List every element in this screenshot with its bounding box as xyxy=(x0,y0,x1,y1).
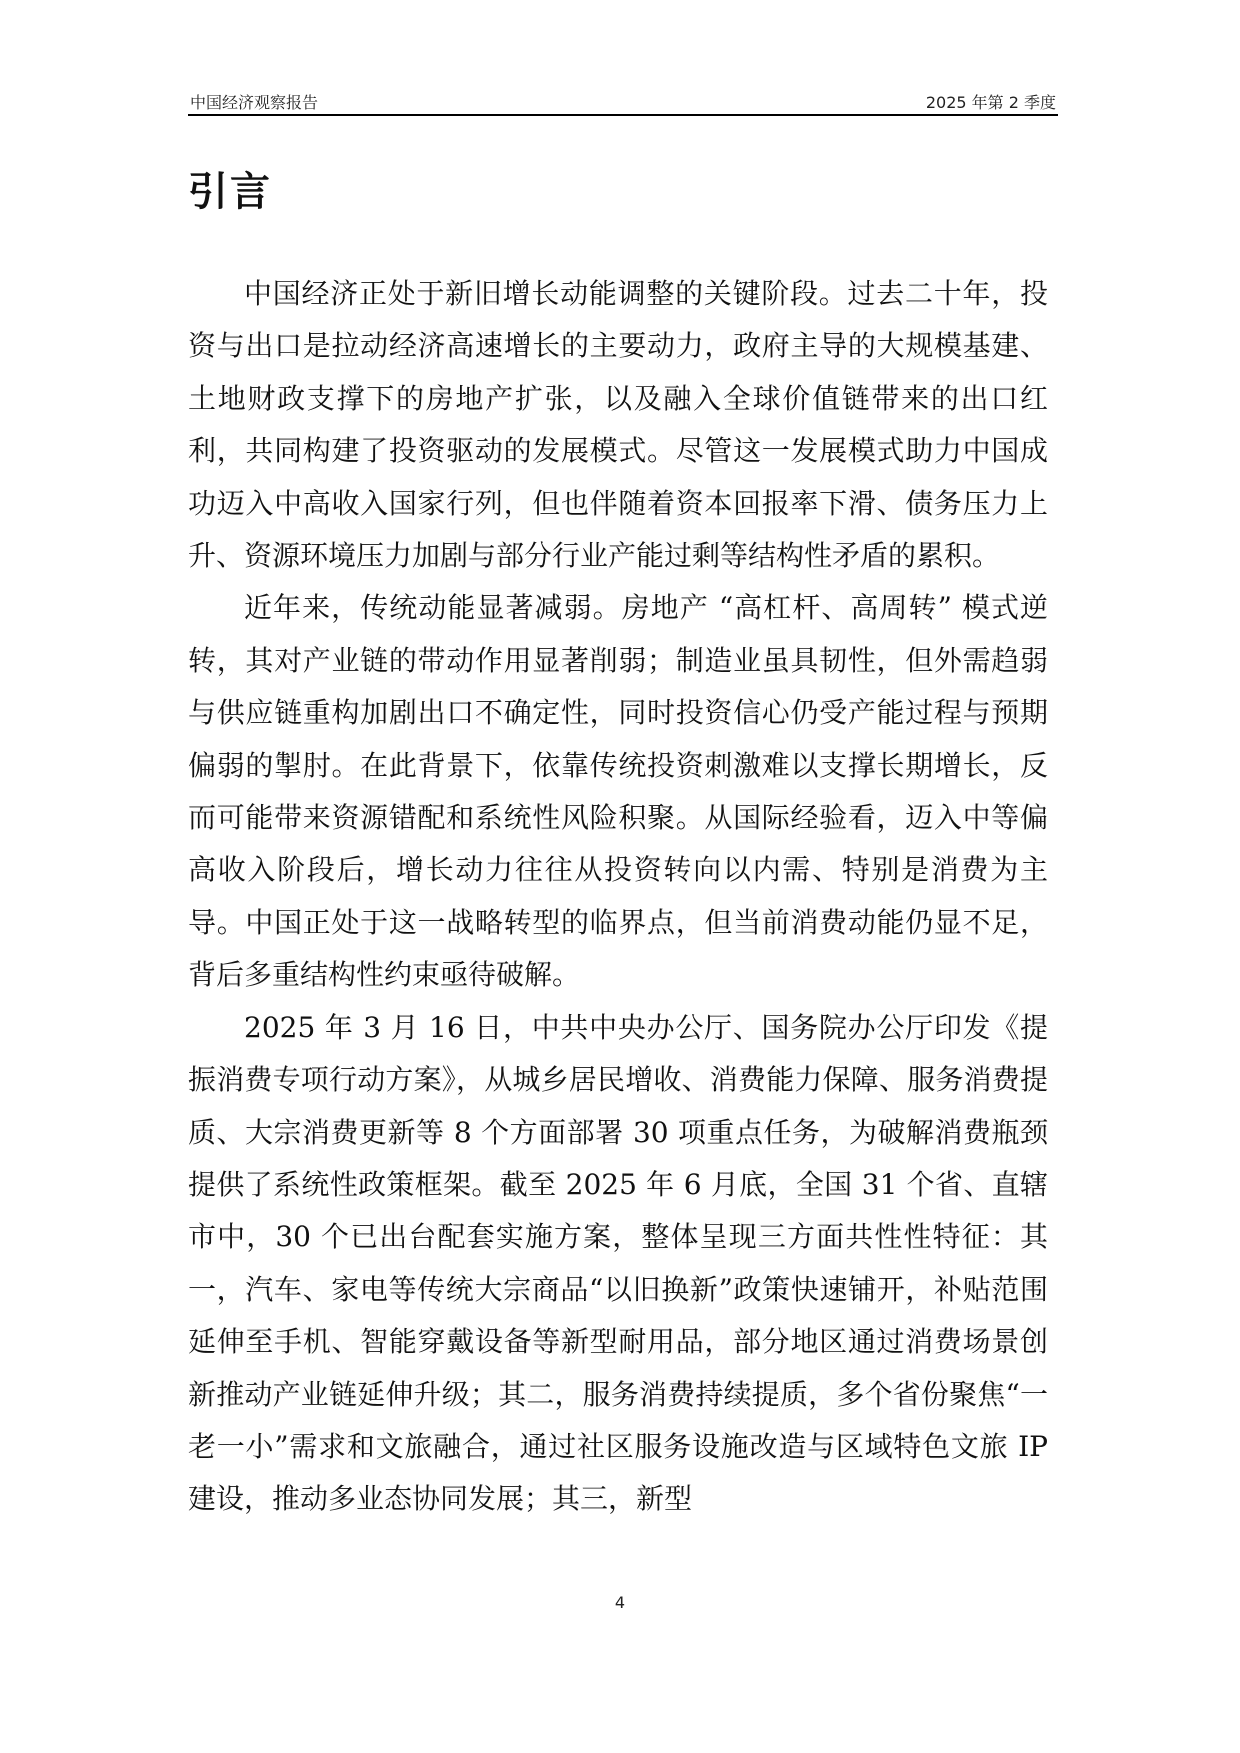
body-text xyxy=(188,268,1048,1526)
page-number: 4 xyxy=(614,1593,626,1612)
paragraph-1: 中国经济正处于新旧增长动能调整的关键阶段。过去二十年，投资与出口是拉动经济高速增长的主要动力，政府主导的大规模基建、土地财政支撑下的房地产扩张，以及融入全球价值链带来的出口红利，共同构建了投资驱动的发展模式。尽管这一发展模式助力中国成功迈入中高收入国家行列，但也伴随着资本回报率下滑、债务压力上升、资源环境压力加剧与部分行业产能过剩等结构性矛盾的累积。 xyxy=(188,277,1048,573)
paragraph-3: 2025 年 3 月 16 日，中共中央办公厅、国务院办公厅印发《提振消费专项行动方案》，从城乡居民增收、消费能力保障、服务消费提质、大宗消费更新等 8 个方面部署 30 项重点任务，为破解消费瓶颈提供了系统性政策框架。截至 2025 年 6 月底，全国 31 个省、直辖市中，30 个已出台配套实施方案，整体呈现三方面共性性特征：其一，汽车、家电等传统大宗商品“以旧换新”政策快速铺开，补贴范围延伸至手机、智能穿戴设备等新型耐用品，部分地区通过消费场景创新推动产业链延伸升级；其二，服务消费持续提质，多个省份聚焦“一老一小”需求和文旅融合，通过社区服务设施改造与区域特色文旅 IP 建设，推动多业态协同发展；其三，新型 xyxy=(188,1010,1048,1516)
header-period: 2025 年第 2 季度 xyxy=(925,93,1056,112)
header-report-title: 中国经济观察报告 xyxy=(190,93,319,112)
paragraph-2: 近年来，传统动能显著减弱。房地产 “高杠杆、高周转” 模式逆转，其对产业链的带动作用显著削弱；制造业虽具韧性，但外需趋弱与供应链重构加剧出口不确定性，同时投资信心仍受产能过程与预期偏弱的掣肘。在此背景下，依靠传统投资刺激难以支撑长期增长，反而可能带来资源错配和系统性风险积聚。从国际经验看，迈入中等偏高收入阶段后，增长动力往往从投资转向以内需、特别是消费为主导。中国正处于这一战略转型的临界点，但当前消费动能仍显不足，背后多重结构性约束亟待破解。 xyxy=(188,591,1048,992)
section-title: 引言 xyxy=(188,169,272,215)
header-divider xyxy=(188,114,1058,116)
page-header xyxy=(190,86,1056,114)
